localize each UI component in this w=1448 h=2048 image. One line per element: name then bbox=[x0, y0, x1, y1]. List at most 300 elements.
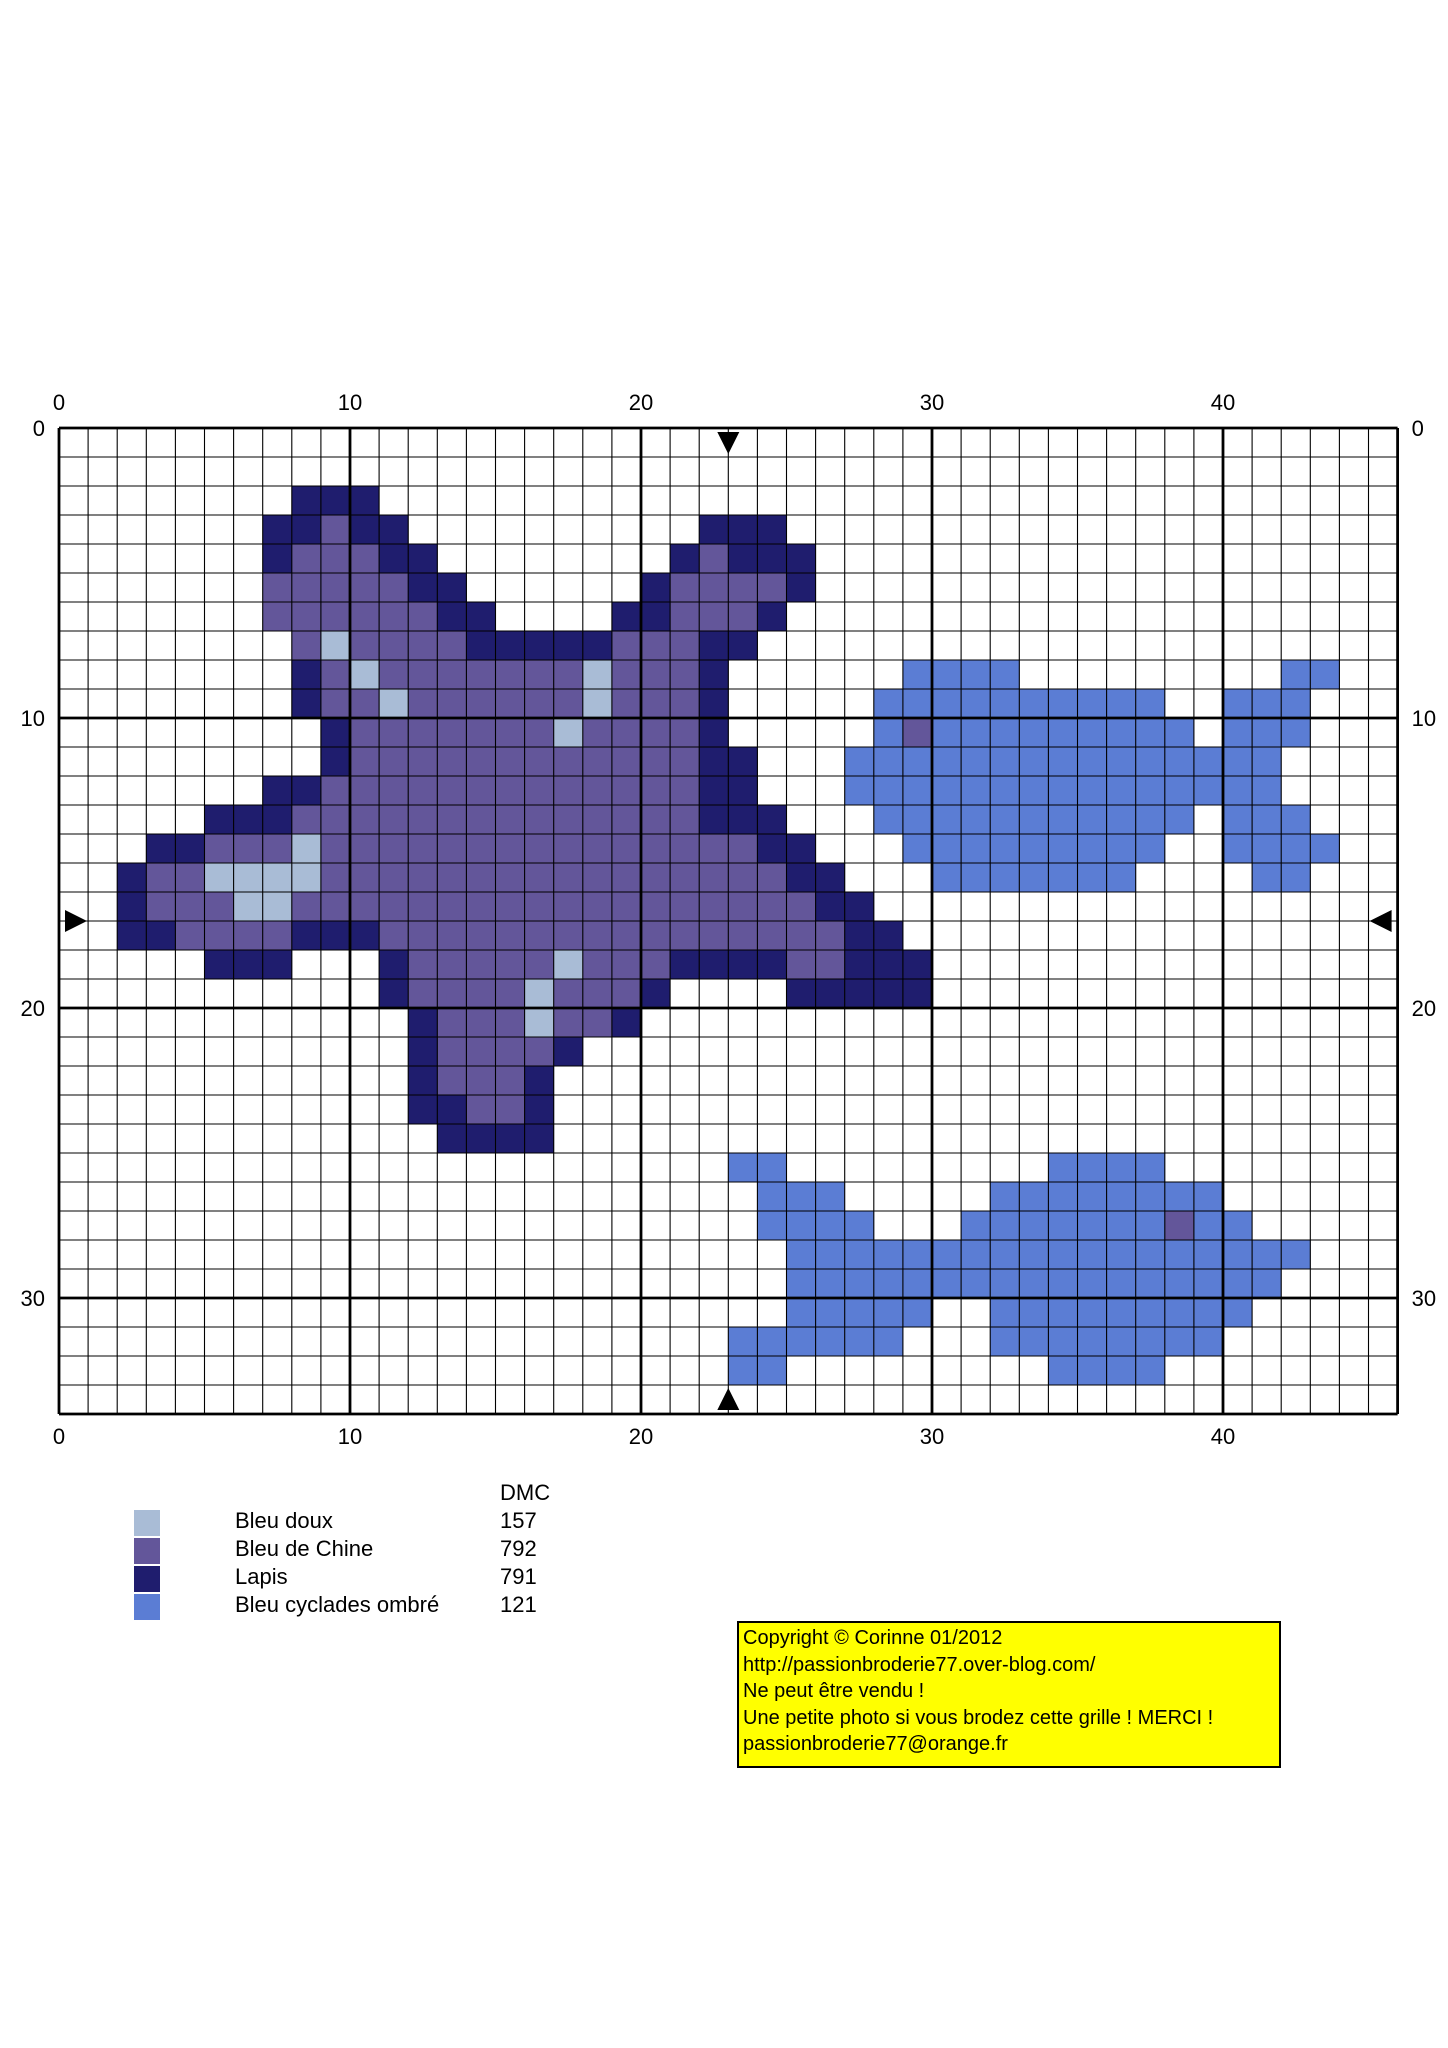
stitch-cell bbox=[525, 892, 555, 921]
stitch-cell bbox=[234, 921, 264, 950]
stitch-cell bbox=[816, 892, 846, 921]
stitch-cell bbox=[1078, 1240, 1108, 1269]
stitch-cell bbox=[1252, 1269, 1282, 1298]
stitch-cell bbox=[757, 515, 787, 544]
stitch-cell bbox=[146, 892, 176, 921]
stitch-cell bbox=[903, 805, 933, 834]
stitch-cell bbox=[874, 1269, 904, 1298]
stitch-cell bbox=[496, 776, 526, 805]
axis-tick-label: 20 bbox=[1411, 996, 1437, 1021]
stitch-cell bbox=[350, 747, 380, 776]
stitch-cell bbox=[1281, 834, 1311, 863]
stitch-cell bbox=[670, 921, 700, 950]
stitch-cell bbox=[932, 834, 962, 863]
stitch-cell bbox=[117, 921, 147, 950]
stitch-cell bbox=[903, 834, 933, 863]
stitch-cell bbox=[845, 1327, 875, 1356]
stitch-cell bbox=[437, 892, 467, 921]
stitch-cell bbox=[205, 863, 235, 892]
legend-item bbox=[130, 1564, 590, 1592]
axis-tick-label: 10 bbox=[20, 706, 45, 731]
stitch-cell bbox=[1048, 805, 1078, 834]
stitch-cell bbox=[466, 1066, 496, 1095]
stitch-cell bbox=[466, 805, 496, 834]
stitch-cell bbox=[787, 573, 817, 602]
stitch-cell bbox=[699, 892, 729, 921]
stitch-cell bbox=[466, 834, 496, 863]
stitch-cell bbox=[1019, 689, 1049, 718]
stitch-cell bbox=[845, 747, 875, 776]
stitch-cell bbox=[612, 718, 642, 747]
stitch-cell bbox=[1107, 1327, 1137, 1356]
stitch-cell bbox=[525, 660, 555, 689]
axis-tick-label: 0 bbox=[32, 416, 45, 441]
stitch-cell bbox=[554, 921, 584, 950]
stitch-cell bbox=[1078, 1327, 1108, 1356]
stitch-cell bbox=[496, 921, 526, 950]
stitch-cell bbox=[321, 805, 351, 834]
stitch-cell bbox=[1107, 1269, 1137, 1298]
stitch-cell bbox=[1194, 1298, 1224, 1327]
stitch-cell bbox=[379, 805, 409, 834]
stitch-cell bbox=[175, 863, 205, 892]
stitch-cell bbox=[496, 689, 526, 718]
stitch-cell bbox=[205, 805, 235, 834]
stitch-cell bbox=[990, 863, 1020, 892]
stitch-cell bbox=[496, 863, 526, 892]
stitch-cell bbox=[641, 979, 671, 1008]
stitch-cell bbox=[1048, 776, 1078, 805]
stitch-cell bbox=[408, 892, 438, 921]
stitch-cell bbox=[379, 950, 409, 979]
stitch-cell bbox=[408, 979, 438, 1008]
axis-tick-label: 30 bbox=[919, 1424, 945, 1449]
stitch-cell bbox=[554, 1008, 584, 1037]
stitch-cell bbox=[1136, 1182, 1166, 1211]
stitch-cell bbox=[816, 1240, 846, 1269]
stitch-cell bbox=[1252, 834, 1282, 863]
stitch-cell bbox=[1107, 1298, 1137, 1327]
stitch-cell bbox=[554, 979, 584, 1008]
stitch-cell bbox=[1078, 747, 1108, 776]
stitch-cell bbox=[554, 776, 584, 805]
stitch-cell bbox=[612, 979, 642, 1008]
stitch-cell bbox=[1281, 1240, 1311, 1269]
stitch-cell bbox=[583, 834, 613, 863]
stitch-cell bbox=[903, 1269, 933, 1298]
stitch-cell bbox=[641, 950, 671, 979]
stitch-cell bbox=[1078, 863, 1108, 892]
stitch-cell bbox=[437, 747, 467, 776]
stitch-cell bbox=[292, 486, 322, 515]
stitch-cell bbox=[466, 892, 496, 921]
stitch-cell bbox=[1107, 718, 1137, 747]
stitch-cell bbox=[874, 921, 904, 950]
stitch-cell bbox=[583, 747, 613, 776]
stitch-cell bbox=[379, 747, 409, 776]
axis-tick-label: 0 bbox=[52, 1424, 66, 1449]
stitch-cell bbox=[641, 631, 671, 660]
stitch-cell bbox=[437, 805, 467, 834]
stitch-cell bbox=[1281, 689, 1311, 718]
stitch-cell bbox=[408, 805, 438, 834]
stitch-cell bbox=[263, 892, 293, 921]
stitch-cell bbox=[583, 718, 613, 747]
stitch-cell bbox=[466, 747, 496, 776]
stitch-cell bbox=[699, 660, 729, 689]
stitch-cell bbox=[1165, 805, 1195, 834]
color-legend bbox=[130, 1480, 590, 1620]
axis-tick-label: 10 bbox=[1411, 706, 1437, 731]
stitch-cell bbox=[466, 1124, 496, 1153]
stitch-cell bbox=[292, 660, 322, 689]
stitch-cell bbox=[757, 1182, 787, 1211]
stitch-cell bbox=[874, 1327, 904, 1356]
stitch-cell bbox=[525, 950, 555, 979]
axis-tick-label: 20 bbox=[628, 1424, 654, 1449]
stitch-cell bbox=[1019, 718, 1049, 747]
stitch-cell bbox=[583, 1008, 613, 1037]
stitch-cell bbox=[554, 834, 584, 863]
stitch-cell bbox=[321, 486, 351, 515]
stitch-cell bbox=[496, 834, 526, 863]
stitch-cell bbox=[408, 1095, 438, 1124]
stitch-cell bbox=[1165, 1327, 1195, 1356]
stitch-cell bbox=[757, 602, 787, 631]
stitch-cell bbox=[496, 892, 526, 921]
stitch-cell bbox=[670, 747, 700, 776]
stitch-cell bbox=[728, 515, 758, 544]
stitch-cell bbox=[1136, 1211, 1166, 1240]
stitch-cell bbox=[437, 689, 467, 718]
stitch-cell bbox=[234, 892, 264, 921]
stitch-cell bbox=[1310, 660, 1340, 689]
stitch-cell bbox=[205, 892, 235, 921]
stitch-cell bbox=[612, 631, 642, 660]
stitch-cell bbox=[757, 950, 787, 979]
stitch-cell bbox=[1252, 718, 1282, 747]
stitch-cell bbox=[292, 921, 322, 950]
stitch-cell bbox=[816, 1298, 846, 1327]
stitch-cell bbox=[292, 573, 322, 602]
stitch-cell bbox=[961, 805, 991, 834]
stitch-cell bbox=[699, 921, 729, 950]
stitch-cell bbox=[350, 573, 380, 602]
stitch-cell bbox=[437, 660, 467, 689]
stitch-cell bbox=[263, 863, 293, 892]
stitch-cell bbox=[757, 544, 787, 573]
stitch-cell bbox=[292, 834, 322, 863]
stitch-cell bbox=[554, 950, 584, 979]
stitch-cell bbox=[903, 660, 933, 689]
stitch-cell bbox=[699, 747, 729, 776]
axis-tick-label: 30 bbox=[20, 1286, 45, 1311]
stitch-cell bbox=[641, 834, 671, 863]
copyright-line: Une petite photo si vous brodez cette grille ! MERCI ! bbox=[743, 1706, 1214, 1729]
stitch-cell bbox=[670, 776, 700, 805]
stitch-cell bbox=[1048, 1211, 1078, 1240]
stitch-cell bbox=[699, 515, 729, 544]
stitch-cell bbox=[728, 805, 758, 834]
stitch-cell bbox=[466, 689, 496, 718]
stitch-cell bbox=[408, 921, 438, 950]
stitch-cell bbox=[961, 1240, 991, 1269]
stitch-cell bbox=[263, 776, 293, 805]
stitch-cell bbox=[1048, 1182, 1078, 1211]
stitch-cell bbox=[874, 950, 904, 979]
stitch-cell bbox=[1107, 1182, 1137, 1211]
stitch-cell bbox=[379, 921, 409, 950]
stitch-cell bbox=[1194, 776, 1224, 805]
stitch-cell bbox=[437, 950, 467, 979]
axis-tick-label: 30 bbox=[919, 390, 945, 415]
stitch-cell bbox=[670, 689, 700, 718]
stitch-cell bbox=[117, 892, 147, 921]
stitch-cell bbox=[583, 892, 613, 921]
stitch-cell bbox=[1048, 863, 1078, 892]
stitch-cell bbox=[612, 1008, 642, 1037]
stitch-cell bbox=[408, 834, 438, 863]
stitch-cell bbox=[699, 544, 729, 573]
contact-email: passionbroderie77@orange.fr bbox=[743, 1733, 1008, 1755]
stitch-cell bbox=[496, 631, 526, 660]
stitch-cell bbox=[728, 892, 758, 921]
axis-tick-label: 20 bbox=[20, 996, 45, 1021]
stitch-cell bbox=[874, 718, 904, 747]
stitch-cell bbox=[1048, 1153, 1078, 1182]
stitch-cell bbox=[1165, 1240, 1195, 1269]
stitch-cell bbox=[990, 689, 1020, 718]
legend-header: DMC bbox=[500, 1480, 551, 1505]
stitch-cell bbox=[1107, 863, 1137, 892]
stitch-cell bbox=[437, 1124, 467, 1153]
axis-tick-label: 0 bbox=[52, 390, 66, 415]
stitch-cell bbox=[845, 950, 875, 979]
legend-dmc-code: 792 bbox=[500, 1536, 537, 1561]
stitch-cell bbox=[379, 631, 409, 660]
stitch-cell bbox=[379, 718, 409, 747]
stitch-cell bbox=[1019, 1327, 1049, 1356]
stitch-cell bbox=[874, 747, 904, 776]
stitch-cell bbox=[437, 602, 467, 631]
stitch-cell bbox=[525, 863, 555, 892]
stitch-cell bbox=[1136, 1298, 1166, 1327]
stitch-cell bbox=[496, 1037, 526, 1066]
stitch-cell bbox=[845, 1298, 875, 1327]
stitch-cell bbox=[408, 776, 438, 805]
stitch-cell bbox=[670, 805, 700, 834]
stitch-cell bbox=[1048, 689, 1078, 718]
stitch-cell bbox=[1019, 863, 1049, 892]
stitch-cell bbox=[903, 979, 933, 1008]
stitch-cell bbox=[321, 921, 351, 950]
stitch-cell bbox=[1165, 1182, 1195, 1211]
stitch-cell bbox=[670, 863, 700, 892]
stitch-cell bbox=[321, 776, 351, 805]
stitch-cell bbox=[612, 602, 642, 631]
stitch-cell bbox=[903, 776, 933, 805]
stitch-cell bbox=[845, 979, 875, 1008]
legend-dmc-code: 157 bbox=[500, 1508, 537, 1533]
stitch-cell bbox=[466, 950, 496, 979]
stitch-cell bbox=[757, 1153, 787, 1182]
stitch-cell bbox=[1165, 1298, 1195, 1327]
stitch-cell bbox=[1136, 1356, 1166, 1385]
stitch-cell bbox=[1107, 1356, 1137, 1385]
stitch-cell bbox=[787, 863, 817, 892]
stitch-cell bbox=[263, 602, 293, 631]
stitch-cell bbox=[408, 1008, 438, 1037]
stitch-cell bbox=[205, 950, 235, 979]
stitch-cell bbox=[1252, 863, 1282, 892]
stitch-cell bbox=[466, 660, 496, 689]
stitch-cell bbox=[437, 1095, 467, 1124]
stitch-cell bbox=[1019, 776, 1049, 805]
stitch-cell bbox=[874, 805, 904, 834]
stitch-cell bbox=[525, 805, 555, 834]
stitch-cell bbox=[263, 573, 293, 602]
stitch-cell bbox=[321, 602, 351, 631]
stitch-cell bbox=[379, 863, 409, 892]
stitch-cell bbox=[1223, 805, 1253, 834]
stitch-cell bbox=[1165, 1269, 1195, 1298]
stitch-cell bbox=[903, 1240, 933, 1269]
stitch-cell bbox=[699, 950, 729, 979]
stitch-cell bbox=[496, 1124, 526, 1153]
stitch-cell bbox=[1281, 805, 1311, 834]
axis-tick-label: 10 bbox=[337, 390, 363, 415]
legend-item bbox=[130, 1508, 590, 1536]
stitch-cell bbox=[612, 805, 642, 834]
legend-dmc-code: 121 bbox=[500, 1592, 537, 1617]
stitch-cell bbox=[583, 805, 613, 834]
stitch-cell bbox=[437, 921, 467, 950]
stitch-cell bbox=[1223, 1211, 1253, 1240]
stitch-cell bbox=[350, 515, 380, 544]
stitch-cell bbox=[699, 776, 729, 805]
stitch-cell bbox=[205, 834, 235, 863]
axis-tick-label: 10 bbox=[337, 1424, 363, 1449]
stitch-cell bbox=[787, 892, 817, 921]
stitch-cell bbox=[845, 1211, 875, 1240]
stitch-cell bbox=[961, 1211, 991, 1240]
stitch-cell bbox=[1019, 1182, 1049, 1211]
legend-color-name: Bleu cyclades ombré bbox=[235, 1592, 440, 1617]
stitch-cell bbox=[496, 1066, 526, 1095]
stitch-cell bbox=[1048, 1269, 1078, 1298]
stitch-cell bbox=[583, 950, 613, 979]
stitch-cell bbox=[990, 805, 1020, 834]
stitch-cell bbox=[699, 863, 729, 892]
axis-tick-label: 40 bbox=[1210, 1424, 1236, 1449]
stitch-cell bbox=[787, 544, 817, 573]
stitch-cell bbox=[1048, 1298, 1078, 1327]
stitch-cell bbox=[350, 660, 380, 689]
axis-tick-label: 30 bbox=[1411, 1286, 1437, 1311]
stitch-cell bbox=[612, 921, 642, 950]
stitch-cell bbox=[525, 747, 555, 776]
stitch-cell bbox=[757, 1327, 787, 1356]
stitch-cell bbox=[437, 1008, 467, 1037]
stitch-cell bbox=[466, 602, 496, 631]
stitch-cell bbox=[670, 950, 700, 979]
stitch-cell bbox=[350, 892, 380, 921]
stitch-cell bbox=[321, 631, 351, 660]
stitch-cell bbox=[583, 660, 613, 689]
stitch-cell bbox=[1223, 718, 1253, 747]
copyright-line: Copyright © Corinne 01/2012 bbox=[743, 1627, 1003, 1649]
stitch-cell bbox=[903, 718, 933, 747]
stitch-cell bbox=[292, 863, 322, 892]
stitch-cell bbox=[816, 1182, 846, 1211]
stitch-cell bbox=[408, 863, 438, 892]
stitch-cell bbox=[263, 515, 293, 544]
stitch-cell bbox=[757, 573, 787, 602]
stitch-cell bbox=[990, 776, 1020, 805]
stitch-cell bbox=[379, 834, 409, 863]
stitch-cell bbox=[234, 863, 264, 892]
stitch-cell bbox=[466, 1095, 496, 1124]
stitch-cell bbox=[699, 573, 729, 602]
stitch-cell bbox=[1019, 834, 1049, 863]
stitch-cell bbox=[1078, 1182, 1108, 1211]
stitch-cell bbox=[292, 602, 322, 631]
stitch-cell bbox=[1281, 863, 1311, 892]
stitch-cell bbox=[932, 660, 962, 689]
stitch-cell bbox=[437, 718, 467, 747]
stitch-cell bbox=[990, 1182, 1020, 1211]
stitch-cell bbox=[525, 776, 555, 805]
stitch-cell bbox=[612, 834, 642, 863]
stitch-cell bbox=[990, 660, 1020, 689]
stitch-cell bbox=[408, 950, 438, 979]
stitch-cell bbox=[554, 718, 584, 747]
stitch-cell bbox=[554, 747, 584, 776]
stitch-cell bbox=[641, 660, 671, 689]
stitch-cell bbox=[903, 689, 933, 718]
axis-tick-label: 0 bbox=[1411, 416, 1424, 441]
stitch-cell bbox=[641, 718, 671, 747]
stitch-cell bbox=[787, 921, 817, 950]
stitch-cell bbox=[496, 805, 526, 834]
center-arrow-left-icon bbox=[65, 910, 87, 932]
stitch-cell bbox=[961, 747, 991, 776]
stitch-cell bbox=[263, 544, 293, 573]
stitch-cell bbox=[845, 1269, 875, 1298]
stitch-cell bbox=[350, 486, 380, 515]
stitch-cell bbox=[292, 892, 322, 921]
stitch-cell bbox=[379, 892, 409, 921]
copyright-notice bbox=[737, 1621, 1281, 1768]
stitch-cell bbox=[641, 573, 671, 602]
stitch-cell bbox=[321, 747, 351, 776]
stitch-cell bbox=[961, 689, 991, 718]
stitch-cell bbox=[146, 863, 176, 892]
stitch-cell bbox=[437, 1037, 467, 1066]
stitch-cell bbox=[321, 863, 351, 892]
stitch-cell bbox=[1194, 1269, 1224, 1298]
stitch-cell bbox=[234, 834, 264, 863]
stitch-cell bbox=[1048, 1327, 1078, 1356]
stitch-cell bbox=[1136, 805, 1166, 834]
stitch-cell bbox=[146, 834, 176, 863]
stitch-cell bbox=[1194, 1327, 1224, 1356]
stitch-cell bbox=[816, 979, 846, 1008]
stitch-cell bbox=[1310, 834, 1340, 863]
stitch-cell bbox=[554, 863, 584, 892]
stitch-cell bbox=[408, 631, 438, 660]
legend-color-name: Bleu de Chine bbox=[235, 1536, 374, 1561]
